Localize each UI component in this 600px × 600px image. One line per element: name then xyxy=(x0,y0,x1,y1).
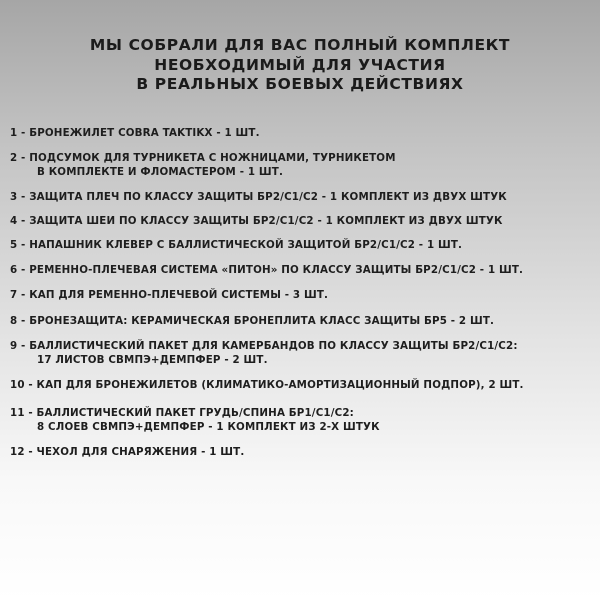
list-item-text: 3 - ЗАЩИТА ПЛЕЧ ПО КЛАССУ ЗАЩИТЫ БР2/С1/С2 - 1 КОМПЛЕКТ ИЗ ДВУХ ШТУК xyxy=(10,191,507,203)
list-item-9 xyxy=(10,340,518,367)
list-item-text: 10 - КАП ДЛЯ БРОНЕЖИЛЕТОВ (КЛИМАТИКО-АМОРТИЗАЦИОННЫЙ ПОДПОР), 2 ШТ. xyxy=(10,379,524,391)
list-item-text: 11 - БАЛЛИСТИЧЕСКИЙ ПАКЕТ ГРУДЬ/СПИНА БР1/С1/С2: xyxy=(10,407,354,419)
list-item-continuation: В КОМПЛЕКТЕ И ФЛОМАСТЕРОМ - 1 ШТ. xyxy=(37,165,284,178)
list-item-2 xyxy=(10,152,396,179)
list-item-1 xyxy=(10,127,260,141)
list-item-5 xyxy=(10,239,462,253)
list-item-text: 8 - БРОНЕЗАЩИТА: КЕРАМИЧЕСКАЯ БРОНЕПЛИТА КЛАСС ЗАЩИТЫ БР5 - 2 ШТ. xyxy=(10,315,495,327)
list-item-10 xyxy=(10,379,524,393)
list-item-text: 4 - ЗАЩИТА ШЕИ ПО КЛАССУ ЗАЩИТЫ БР2/С1/С2 - 1 КОМПЛЕКТ ИЗ ДВУХ ШТУК xyxy=(10,215,503,227)
list-item-text: 9 - БАЛЛИСТИЧЕСКИЙ ПАКЕТ ДЛЯ КАМЕРБАНДОВ ПО КЛАССУ ЗАЩИТЫ БР2/С1/С2: xyxy=(10,340,518,352)
list-item-8 xyxy=(10,315,494,329)
list-item-text: 2 - ПОДСУМОК ДЛЯ ТУРНИКЕТА С НОЖНИЦАМИ, ТУРНИКЕТОМ xyxy=(10,152,396,164)
list-item-3 xyxy=(10,191,507,205)
list-item-11 xyxy=(10,407,380,434)
list-item-6 xyxy=(10,264,523,278)
list-item-text: 1 - БРОНЕЖИЛЕТ COBRA TAKTIKX - 1 ШТ. xyxy=(10,127,260,139)
list-item-text: 5 - НАПАШНИК КЛЕВЕР С БАЛЛИСТИЧЕСКОЙ ЗАЩИТОЙ БР2/С1/С2 - 1 ШТ. xyxy=(10,239,463,251)
title-line-2: НЕОБХОДИМЫЙ ДЛЯ УЧАСТИЯ xyxy=(154,55,446,74)
list-item-text: 7 - КАП ДЛЯ РЕМЕННО-ПЛЕЧЕВОЙ СИСТЕМЫ - 3 ШТ. xyxy=(10,289,329,301)
list-item-4 xyxy=(10,215,503,229)
list-item-text: 6 - РЕМЕННО-ПЛЕЧЕВАЯ СИСТЕМА «ПИТОН» ПО КЛАССУ ЗАЩИТЫ БР2/С1/С2 - 1 ШТ. xyxy=(10,264,524,276)
page-title xyxy=(0,36,600,95)
list-item-7 xyxy=(10,289,328,303)
list-item-12 xyxy=(10,446,244,460)
list-item-continuation: 8 СЛОЕВ СВМПЭ+ДЕМПФЕР - 1 КОМПЛЕКТ ИЗ 2-Х ШТУК xyxy=(37,420,380,433)
list-item-continuation: 17 ЛИСТОВ СВМПЭ+ДЕМПФЕР - 2 ШТ. xyxy=(37,353,268,366)
list-item-text: 12 - ЧЕХОЛ ДЛЯ СНАРЯЖЕНИЯ - 1 ШТ. xyxy=(10,446,245,458)
title-line-1: МЫ СОБРАЛИ ДЛЯ ВАС ПОЛНЫЙ КОМПЛЕКТ xyxy=(89,36,511,54)
title-line-3: В РЕАЛЬНЫХ БОЕВЫХ ДЕЙСТВИЯХ xyxy=(136,75,464,93)
